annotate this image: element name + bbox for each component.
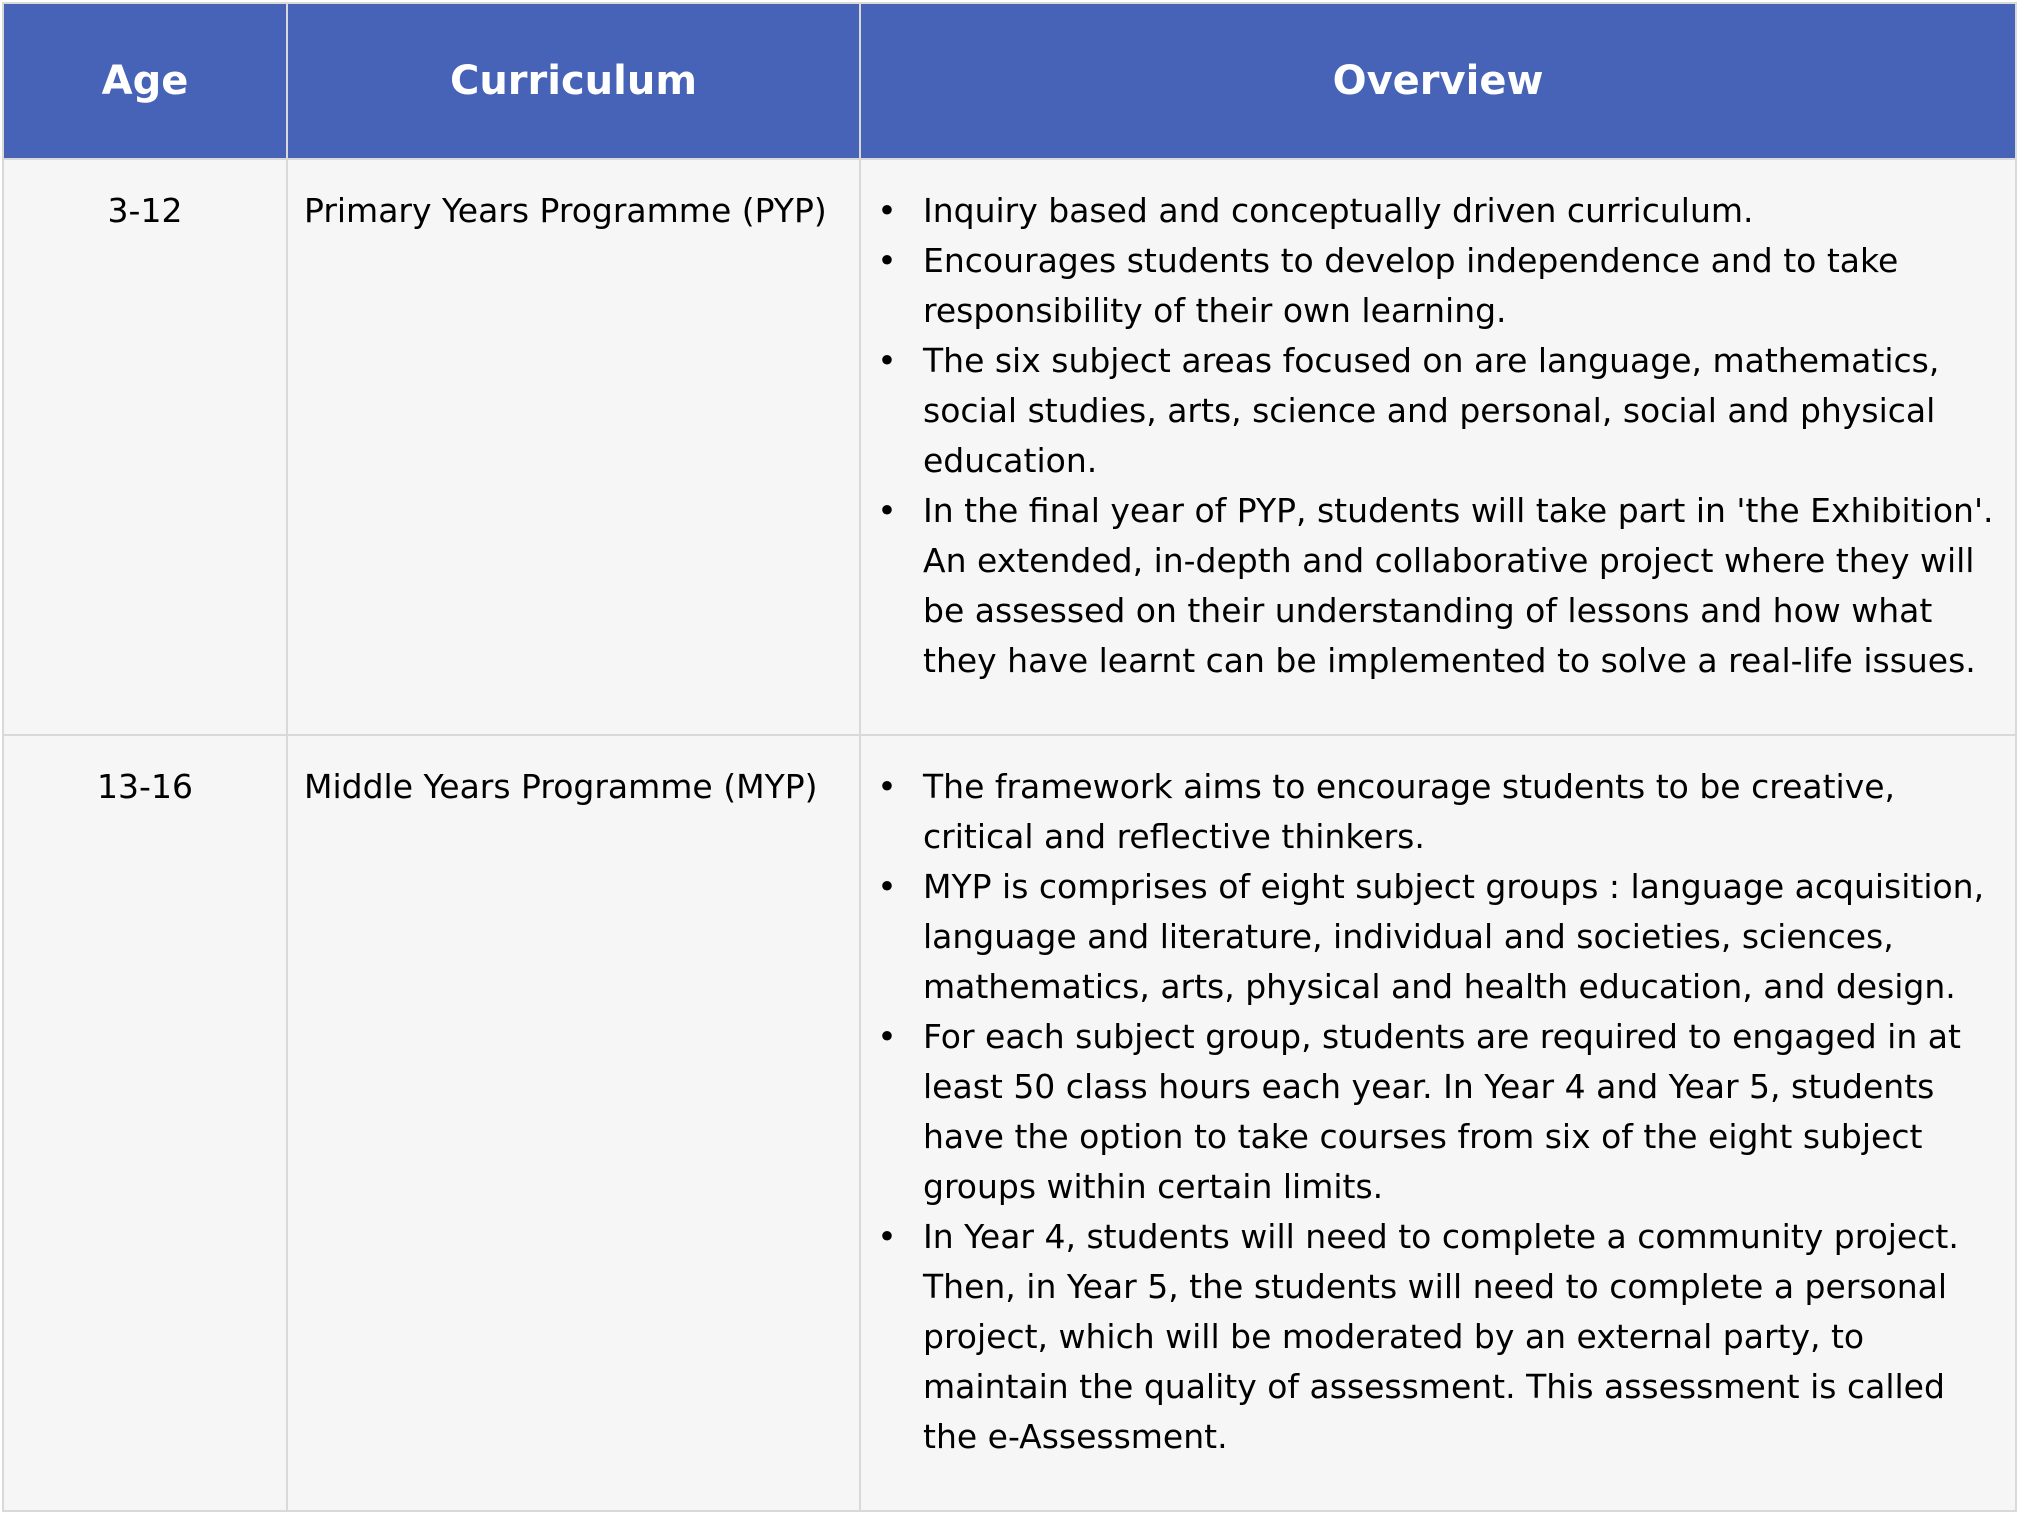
curriculum-table — [2, 2, 2017, 1512]
list-item — [877, 762, 1999, 862]
header-row — [3, 3, 2016, 159]
bullet-icon: • — [877, 767, 897, 806]
bullet-icon: • — [877, 341, 897, 380]
header-overview: Overview — [860, 3, 2016, 159]
bullet-icon: • — [877, 1017, 897, 1056]
bullet-icon: • — [877, 491, 897, 530]
list-item-text: Encourages students to develop independence and to take responsibility of their own learning. — [923, 241, 1899, 330]
bullet-icon: • — [877, 241, 897, 280]
overview-list — [877, 186, 1999, 686]
list-item-text: Inquiry based and conceptually driven curriculum. — [923, 191, 1754, 230]
age-cell: 13-16 — [3, 735, 287, 1511]
list-item — [877, 1012, 1999, 1212]
list-item — [877, 862, 1999, 1012]
list-item — [877, 1212, 1999, 1462]
overview-cell — [860, 159, 2016, 735]
list-item — [877, 486, 1999, 686]
age-cell: 3-12 — [3, 159, 287, 735]
curriculum-cell: Middle Years Programme (MYP) — [287, 735, 860, 1511]
list-item-text: The framework aims to encourage students to be creative, critical and reflective thinkers. — [923, 767, 1896, 856]
list-item-text: The six subject areas focused on are language, mathematics, social studies, arts, science and personal, social and physical education. — [923, 341, 1940, 480]
list-item — [877, 336, 1999, 486]
header-curriculum: Curriculum — [287, 3, 860, 159]
table-row — [3, 735, 2016, 1511]
list-item — [877, 186, 1999, 236]
list-item-text: In Year 4, students will need to complete a community project. Then, in Year 5, the students will need to complete a personal project, which will be moderated by an external party, to maintain the quality of assessment. This assessment is called the e-Assessment. — [923, 1217, 1959, 1456]
bullet-icon: • — [877, 191, 897, 230]
overview-cell — [860, 735, 2016, 1511]
curriculum-cell: Primary Years Programme (PYP) — [287, 159, 860, 735]
list-item-text: In the final year of PYP, students will take part in 'the Exhibition'. An extended, in-depth and collaborative project where they will be assessed on their understanding of lessons and how what they have learnt can be implemented to solve a real-life issues. — [923, 491, 1994, 680]
bullet-icon: • — [877, 867, 897, 906]
list-item-text: For each subject group, students are required to engaged in at least 50 class hours each year. In Year 4 and Year 5, students have the option to take courses from six of the eight subject groups within certain limits. — [923, 1017, 1961, 1206]
overview-list — [877, 762, 1999, 1462]
list-item-text: MYP is comprises of eight subject groups : language acquisition, language and literature, individual and societies, sciences, mathematics, arts, physical and health education, and design. — [923, 867, 1985, 1006]
bullet-icon: • — [877, 1217, 897, 1256]
table-row — [3, 159, 2016, 735]
list-item — [877, 236, 1999, 336]
header-age: Age — [3, 3, 287, 159]
